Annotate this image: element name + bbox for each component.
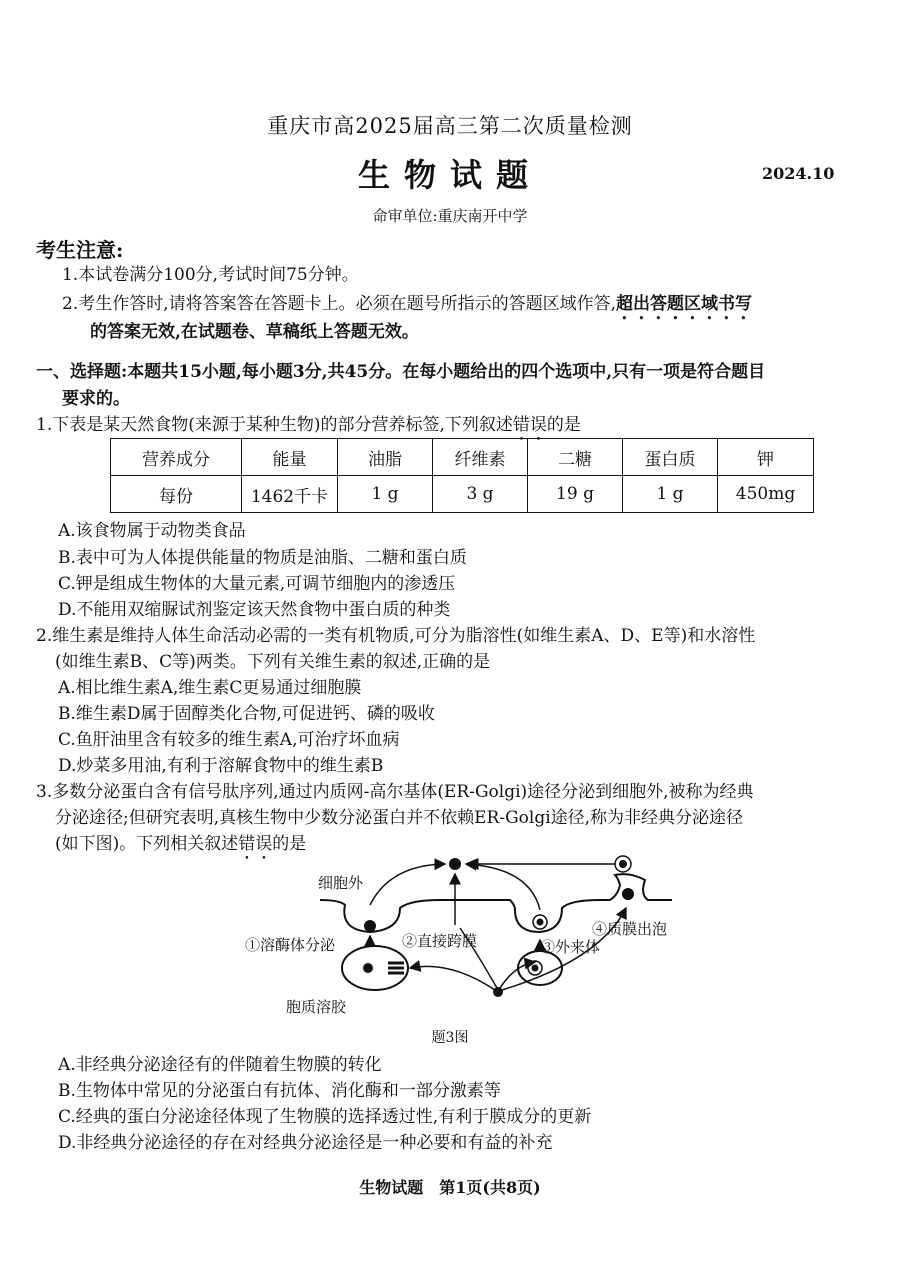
q3-stem-emphasis: 错误 (238, 834, 273, 854)
table-header-cell: 蛋白质 (623, 439, 718, 476)
protein-dot (493, 987, 503, 997)
arrow (410, 966, 495, 990)
page-footer: 生物试题 第1页(共8页) (359, 1178, 541, 1197)
q3-option-c: C.经典的蛋白分泌途径体现了生物膜的选择透过性,有利于膜成分的更新 (58, 1107, 592, 1127)
q1-stem-text: 1.下表是某天然食物(来源于某种生物)的部分营养标签,下列叙述 (36, 415, 513, 435)
label-path-1: ①溶酶体分泌 (245, 936, 336, 954)
protein-dot (619, 860, 627, 868)
q1-option-d: D.不能用双缩脲试剂鉴定该天然食物中蛋白质的种类 (58, 600, 451, 620)
q3-stem-end: 的是 (272, 834, 307, 854)
q1-stem-emphasis: 错误 (512, 415, 547, 435)
protein-dot (537, 919, 544, 926)
transporter (388, 963, 404, 973)
q1-stem-end: 的是 (546, 415, 581, 435)
q2-option-c: C.鱼肝油里含有较多的维生素A,可治疗坏血病 (58, 730, 400, 750)
table-cell: 1 g (338, 476, 433, 513)
q3-option-a: A.非经典分泌途径有的伴随着生物膜的转化 (58, 1055, 382, 1075)
protein-dot (363, 963, 373, 973)
label-path-4: ④质膜出泡 (592, 920, 668, 938)
q3-stem-line1: 3.多数分泌蛋白含有信号肽序列,通过内质网-高尔基体(ER-Golgi)途径分泌到细胞外,被称为经典 (36, 782, 754, 802)
q3-stem-line3 (55, 832, 306, 864)
table-row (111, 476, 814, 513)
section-heading-cont: 要求的。 (62, 389, 130, 409)
label-outside: 细胞外 (318, 874, 364, 892)
q3-stem-line2: 分泌途径;但研究表明,真核生物中少数分泌蛋白并不依赖ER-Golgi途径,称为非经典分泌途径 (55, 808, 744, 828)
q2-stem-line1: 2.维生素是维持人体生命活动必需的一类有机物质,可分为脂溶性(如维生素A、D、E等)和水溶性 (36, 626, 756, 646)
table-header-cell: 钾 (718, 439, 814, 476)
label-path-3: ③外来体 (540, 938, 601, 956)
q2-option-d: D.炒菜多用油,有利于溶解食物中的维生素B (58, 756, 384, 776)
label-path-2: ②直接跨膜 (402, 932, 478, 950)
table-header-row (111, 439, 814, 476)
table-cell: 3 g (433, 476, 528, 513)
table-cell: 每份 (111, 476, 242, 513)
protein-dot (532, 965, 539, 972)
table-cell: 19 g (528, 476, 623, 513)
q1-option-c: C.钾是组成生物体的大量元素,可调节细胞内的渗透压 (58, 574, 456, 594)
table-header-cell: 营养成分 (111, 439, 242, 476)
q2-option-b: B.维生素D属于固醇类化合物,可促进钙、磷的吸收 (58, 704, 435, 724)
exam-date: 2024.10 (762, 164, 835, 183)
notice-item-2-cont: 的答案无效,在试题卷、草稿纸上答题无效。 (90, 322, 419, 342)
q3-option-b: B.生物体中常见的分泌蛋白有抗体、消化酶和一部分激素等 (58, 1081, 501, 1101)
table-cell: 1462千卡 (242, 476, 338, 513)
arrow (370, 864, 445, 905)
q1-option-a: A.该食物属于动物类食品 (58, 521, 246, 541)
figure-caption: 题3图 (431, 1030, 469, 1046)
notice-item-2-emphasis: 超出答题区域书写 (616, 294, 753, 314)
exam-name: 重庆市高2025届高三第二次质量检测 (267, 114, 633, 138)
arrow (466, 864, 540, 910)
author-unit: 命审单位:重庆南开中学 (372, 207, 528, 225)
table-cell: 1 g (623, 476, 718, 513)
q2-stem-line2: (如维生素B、C等)两类。下列有关维生素的叙述,正确的是 (55, 652, 491, 672)
table-header-cell: 能量 (242, 439, 338, 476)
protein-dot (449, 858, 461, 870)
table-cell: 450mg (718, 476, 814, 513)
table-header-cell: 纤维素 (433, 439, 528, 476)
table-header-cell: 二糖 (528, 439, 623, 476)
page-title: 生物试题 (357, 156, 542, 194)
table-header-cell: 油脂 (338, 439, 433, 476)
q3-stem-text: (如下图)。下列相关叙述 (55, 834, 239, 854)
label-cytosol: 胞质溶胶 (286, 998, 347, 1016)
section-heading: 一、选择题:本题共15小题,每小题3分,共45分。在每小题给出的四个选项中,只有一项是符合题目 (36, 362, 766, 382)
q2-option-a: A.相比维生素A,维生素C更易通过细胞膜 (58, 678, 362, 698)
q3-option-d: D.非经典分泌途径的存在对经典分泌途径是一种必要和有益的补充 (58, 1133, 553, 1153)
notice-heading: 考生注意: (36, 238, 124, 262)
notice-item-1: 1.本试卷满分100分,考试时间75分钟。 (62, 265, 359, 285)
notice-item-2-text: 2.考生作答时,请将答案答在答题卡上。必须在题号所指示的答题区域作答, (62, 294, 617, 314)
protein-dot (364, 920, 376, 932)
nutrition-table (110, 438, 814, 513)
protein-dot (622, 888, 634, 900)
q1-option-b: B.表中可为人体提供能量的物质是油脂、二糖和蛋白质 (58, 548, 467, 568)
